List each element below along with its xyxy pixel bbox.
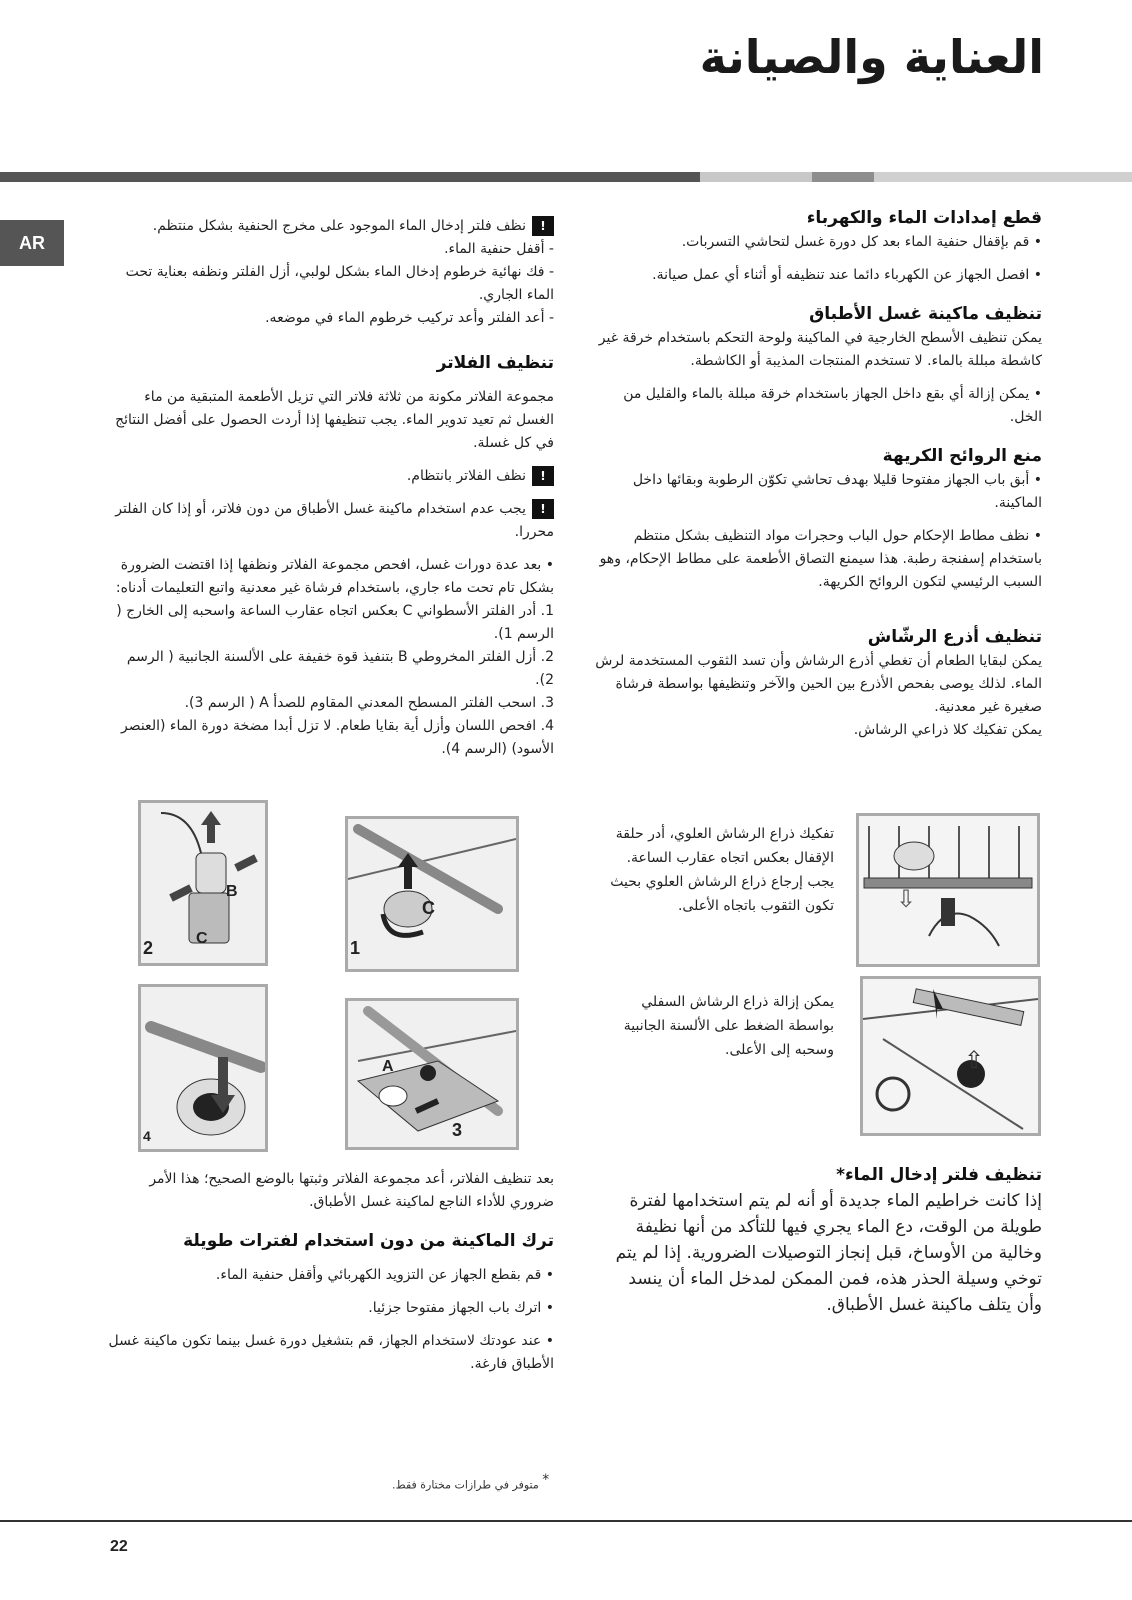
inlet-filter-section	[600, 1162, 1042, 1318]
lower-spray-arm-figure	[860, 976, 1041, 1136]
paragraph: يمكن تفكيك كلا ذراعي الرشاش.	[853, 722, 1042, 738]
warning-text: نظف الفلاتر بانتظام.	[406, 468, 526, 484]
bullet: • افصل الجهاز عن الكهرباء دائما عند تنظيفه أو أثناء أي عمل صيانة.	[652, 267, 1042, 283]
paragraph: يمكن لبقايا الطعام أن تغطي أذرع الرشاش وأن تسد الثقوب المستخدمة لرش الماء. لذلك يوصى بفحص الأذرع بين الحين والآخر وتنظيفها بواسطة فرشاة صغيرة غير معدنية.	[595, 653, 1042, 715]
paragraph: إذا كانت خراطيم الماء جديدة أو أنه لم يتم استخدامها لفترة طويلة من الوقت، دع الماء يجري فيها للتأكد من أنها نظيفة وخالية من الأوساخ، قبل إنجاز التوصيلات الضرورية. إذا لم يتم توخي وسيلة الحذر هذه، فمن الممكن لمدخل الماء أن ينسد وأن يتلف ماكينة غسل الأطباق.	[615, 1191, 1042, 1315]
section-title-long-periods: ترك الماكينة من دون استخدام لفترات طويلة	[183, 1231, 554, 1251]
bullet: • اترك باب الجهاز مفتوحا جزئيا.	[368, 1300, 554, 1316]
paragraph: مجموعة الفلاتر مكونة من ثلاثة فلاتر التي تزيل الأطعمة المتبقية من ماء الغسل ثم تعيد تدوير الماء. يجب تنظيفها إذا أردت الحصول على أفضل النتائج في كل غسلة.	[115, 389, 554, 451]
section-title-filters: تنظيف الفلاتر	[436, 353, 554, 373]
arrow-down-icon: ⇩	[896, 885, 917, 913]
upper-spray-arm-figure	[856, 813, 1040, 967]
section-title-cleaning-machine: تنظيف ماكينة غسل الأطباق	[809, 304, 1042, 324]
footer-divider	[0, 1520, 1132, 1522]
left-column-bottom	[108, 1168, 554, 1376]
section-title-odours: منع الروائح الكريهة	[882, 446, 1042, 466]
paragraph: بعد تنظيف الفلاتر، أعد مجموعة الفلاتر وثبتها بالوضع الصحيح؛ هذا الأمر ضروري للأداء الناجع لماكينة غسل الأطباق.	[149, 1171, 554, 1210]
warning-text: نظف فلتر إدخال الماء الموجود على مخرج الحنفية بشكل منتظم.	[152, 218, 526, 234]
figure-number: 4	[143, 1128, 151, 1144]
warning-text: يجب عدم استخدام ماكينة غسل الأطباق من دون فلاتر، أو إذا كان الفلتر محررا.	[115, 501, 554, 540]
section-title-inlet-filter: تنظيف فلتر إدخال الماء*	[836, 1165, 1042, 1185]
numbered-step: 3. اسحب الفلتر المسطح المعدني المقاوم للصدأ A ( الرسم 3).	[184, 695, 554, 711]
warning-line	[108, 498, 554, 544]
figure-number: 1	[350, 938, 361, 958]
bullet: • أبق باب الجهاز مفتوحا قليلا بهدف تحاشي تكوّن الرطوبة وبقائها داخل الماكينة.	[632, 472, 1042, 511]
footnote	[392, 1472, 549, 1492]
numbered-step: 4. افحص اللسان وأزل أية بقايا طعام. لا تزل أبدا مضخة دورة الماء (العنصر الأسود) (الرسم 4).	[120, 718, 554, 757]
filter-figure-3	[345, 998, 519, 1150]
lower-spray-arm-caption: يمكن إزالة ذراع الرشاش السفلي بواسطة الضغط على الألسنة الجانبية وسحبه إلى الأعلى.	[623, 994, 834, 1058]
filter-figure-4	[138, 984, 268, 1152]
footnote-text: متوفر في طرازات مختارة فقط.	[392, 1478, 539, 1492]
right-column	[590, 205, 1042, 742]
bullet: • بعد عدة دورات غسل، افحص مجموعة الفلاتر ونظفها إذا اقتضت الضرورة بشكل تام تحت ماء جاري، باستخدام فرشاة غير معدنية واتبع التعليمات أدناه:	[115, 557, 554, 596]
step: - فك نهائية خرطوم إدخال الماء بشكل لولبي، أزل الفلتر ونظفه بعناية تحت الماء الجاري.	[125, 264, 554, 303]
bullet: • قم بإقفال حنفية الماء بعد كل دورة غسل لتحاشي التسربات.	[681, 234, 1042, 250]
warning-icon: !	[532, 216, 554, 236]
page-title: العناية والصيانة	[699, 30, 1044, 84]
filter-label-c: C	[422, 898, 435, 918]
section-title-water-electricity: قطع إمدادات الماء والكهرباء	[806, 208, 1042, 228]
bullet: • نظف مطاط الإحكام حول الباب وحجرات مواد التنظيف بشكل منتظم باستخدام إسفنجة رطبة. هذا سيمنع التصاق الأطعمة على مطاط الإحكام، وهو السبب الرئيسي لتكون الروائح الكريهة.	[599, 528, 1042, 590]
filter-label-c: C	[196, 930, 208, 947]
figure-number: 3	[452, 1120, 463, 1140]
footnote-mark: *	[542, 1472, 550, 1488]
language-tab: AR	[0, 220, 64, 266]
left-column	[108, 215, 554, 761]
filter-figure-1	[345, 816, 519, 972]
warning-icon: !	[532, 466, 554, 486]
filter-label-a: A	[382, 1058, 394, 1075]
bullet: • قم بقطع الجهاز عن التزويد الكهربائي وأقفل حنفية الماء.	[215, 1267, 554, 1283]
upper-spray-arm-caption: تفكيك ذراع الرشاش العلوي، أدر حلقة الإقفال بعكس اتجاه عقارب الساعة. يجب إرجاع ذراع الرشاش العلوي بحيث تكون الثقوب باتجاه الأعلى.	[610, 826, 834, 914]
bullet: • يمكن إزالة أي بقع داخل الجهاز باستخدام خرقة مبللة بالماء والقليل من الخل.	[623, 386, 1042, 425]
header-divider-bar	[0, 172, 1132, 182]
arrow-up-icon: ⇧	[964, 1046, 985, 1074]
section-title-spray-arms: تنظيف أذرع الرشّاش	[867, 627, 1042, 647]
page-number: 22	[110, 1538, 128, 1555]
warning-line	[108, 215, 554, 238]
warning-icon: !	[532, 499, 554, 519]
step: - أعد الفلتر وأعد تركيب خرطوم الماء في موضعه.	[265, 310, 554, 326]
step: - أقفل حنفية الماء.	[444, 241, 554, 257]
numbered-step: 1. أدر الفلتر الأسطواني C بعكس اتجاه عقارب الساعة واسحبه إلى الخارج ( الرسم 1).	[116, 603, 554, 642]
numbered-step: 2. أزل الفلتر المخروطي B بتنفيذ قوة خفيفة على الألسنة الجانبية ( الرسم 2).	[126, 649, 554, 688]
paragraph: يمكن تنظيف الأسطح الخارجية في الماكينة ولوحة التحكم باستخدام خرقة غير كاشطة مبللة بالماء. لا تستخدم المنتجات المذيبة أو الكاشطة.	[598, 330, 1042, 369]
figure-number: 2	[143, 938, 154, 958]
filter-label-b: B	[226, 883, 238, 900]
bullet: • عند عودتك لاستخدام الجهاز، قم بتشغيل دورة غسل بينما تكون ماكينة غسل الأطباق فارغة.	[108, 1333, 554, 1372]
warning-line	[108, 465, 554, 488]
